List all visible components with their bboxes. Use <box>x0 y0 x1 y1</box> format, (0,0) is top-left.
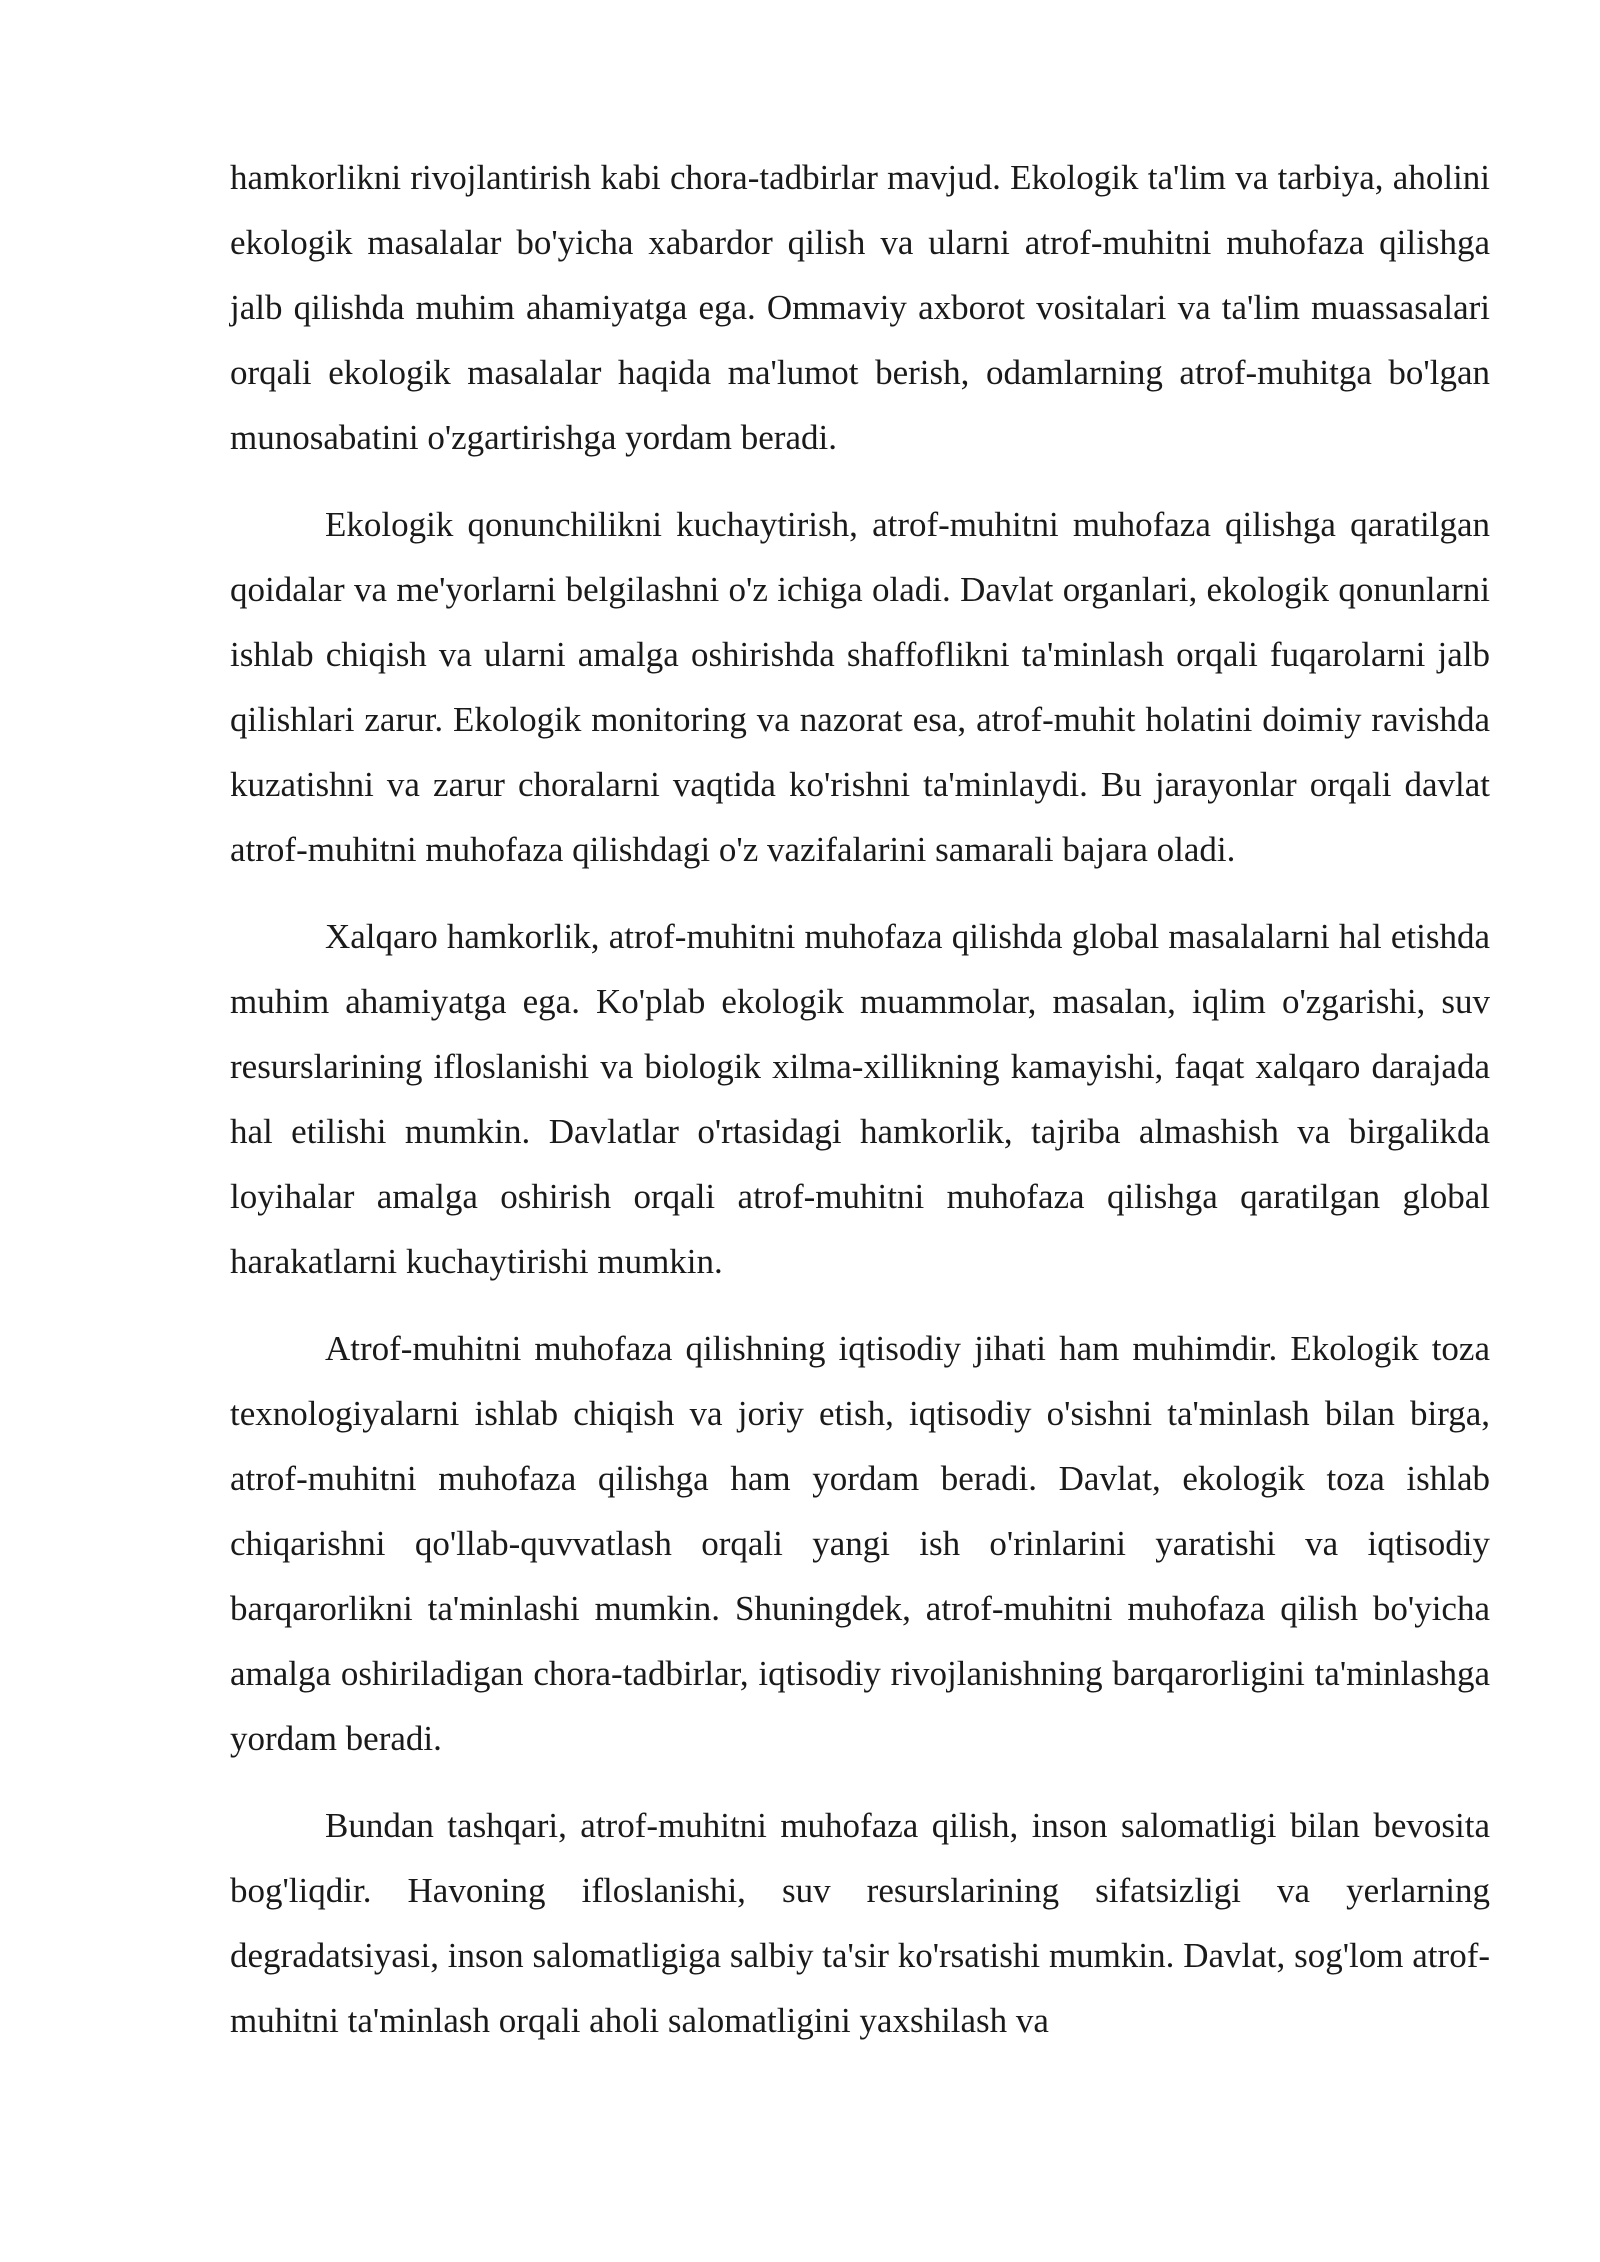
paragraph-1: hamkorlikni rivojlantirish kabi chora-tadbirlar mavjud. Ekologik ta'lim va tarbiya, aholini ekologik masalalar bo'yicha xabardor qilish va ularni atrof-muhitni muhofaza qilishga jalb qilishda muhim ahamiyatga ega. Ommaviy axborot vositalari va ta'lim muassasalari orqali ekologik masalalar haqida ma'lumot berish, odamlarning atrof-muhitga bo'lgan munosabatini o'zgartirishga yordam beradi. <box>230 158 1490 457</box>
paragraph-4: Atrof-muhitni muhofaza qilishning iqtisodiy jihati ham muhimdir. Ekologik toza texnologiyalarni ishlab chiqish va joriy etish, iqtisodiy o'sishni ta'minlash bilan birga, atrof-muhitni muhofaza qilishga ham yordam beradi. Davlat, ekologik toza ishlab chiqarishni qo'llab-quvvatlash orqali yangi ish o'rinlarini yaratishi va iqtisodiy barqarorlikni ta'minlashi mumkin. Shuningdek, atrof-muhitni muhofaza qilish bo'yicha amalga oshiriladigan chora-tadbirlar, iqtisodiy rivojlanishning barqarorligini ta'minlashga yordam beradi. <box>230 1329 1490 1758</box>
paragraph-2: Ekologik qonunchilikni kuchaytirish, atrof-muhitni muhofaza qilishga qaratilgan qoidalar va me'yorlarni belgilashni o'z ichiga oladi. Davlat organlari, ekologik qonunlarni ishlab chiqish va ularni amalga oshirishda shaffoflikni ta'minlash orqali fuqarolarni jalb qilishlari zarur. Ekologik monitoring va nazorat esa, atrof-muhit holatini doimiy ravishda kuzatishni va zarur choralarni vaqtida ko'rishni ta'minlaydi. Bu jarayonlar orqali davlat atrof-muhitni muhofaza qilishdagi o'z vazifalarini samarali bajara oladi. <box>230 505 1490 869</box>
document-body <box>230 145 1490 2075</box>
paragraph-3: Xalqaro hamkorlik, atrof-muhitni muhofaza qilishda global masalalarni hal etishda muhim ahamiyatga ega. Ko'plab ekologik muammolar, masalan, iqlim o'zgarishi, suv resurslarining ifloslanishi va biologik xilma-xillikning kamayishi, faqat xalqaro darajada hal etilishi mumkin. Davlatlar o'rtasidagi hamkorlik, tajriba almashish va birgalikda loyihalar amalga oshirish orqali atrof-muhitni muhofaza qilishga qaratilgan global harakatlarni kuchaytirishi mumkin. <box>230 917 1490 1281</box>
paragraph-5: Bundan tashqari, atrof-muhitni muhofaza qilish, inson salomatligi bilan bevosita bog'liqdir. Havoning ifloslanishi, suv resurslarining sifatsizligi va yerlarning degradatsiyasi, inson salomatligiga salbiy ta'sir ko'rsatishi mumkin. Davlat, sog'lom atrof-muhitni ta'minlash orqali aholi salomatligini yaxshilash va <box>230 1806 1490 2040</box>
